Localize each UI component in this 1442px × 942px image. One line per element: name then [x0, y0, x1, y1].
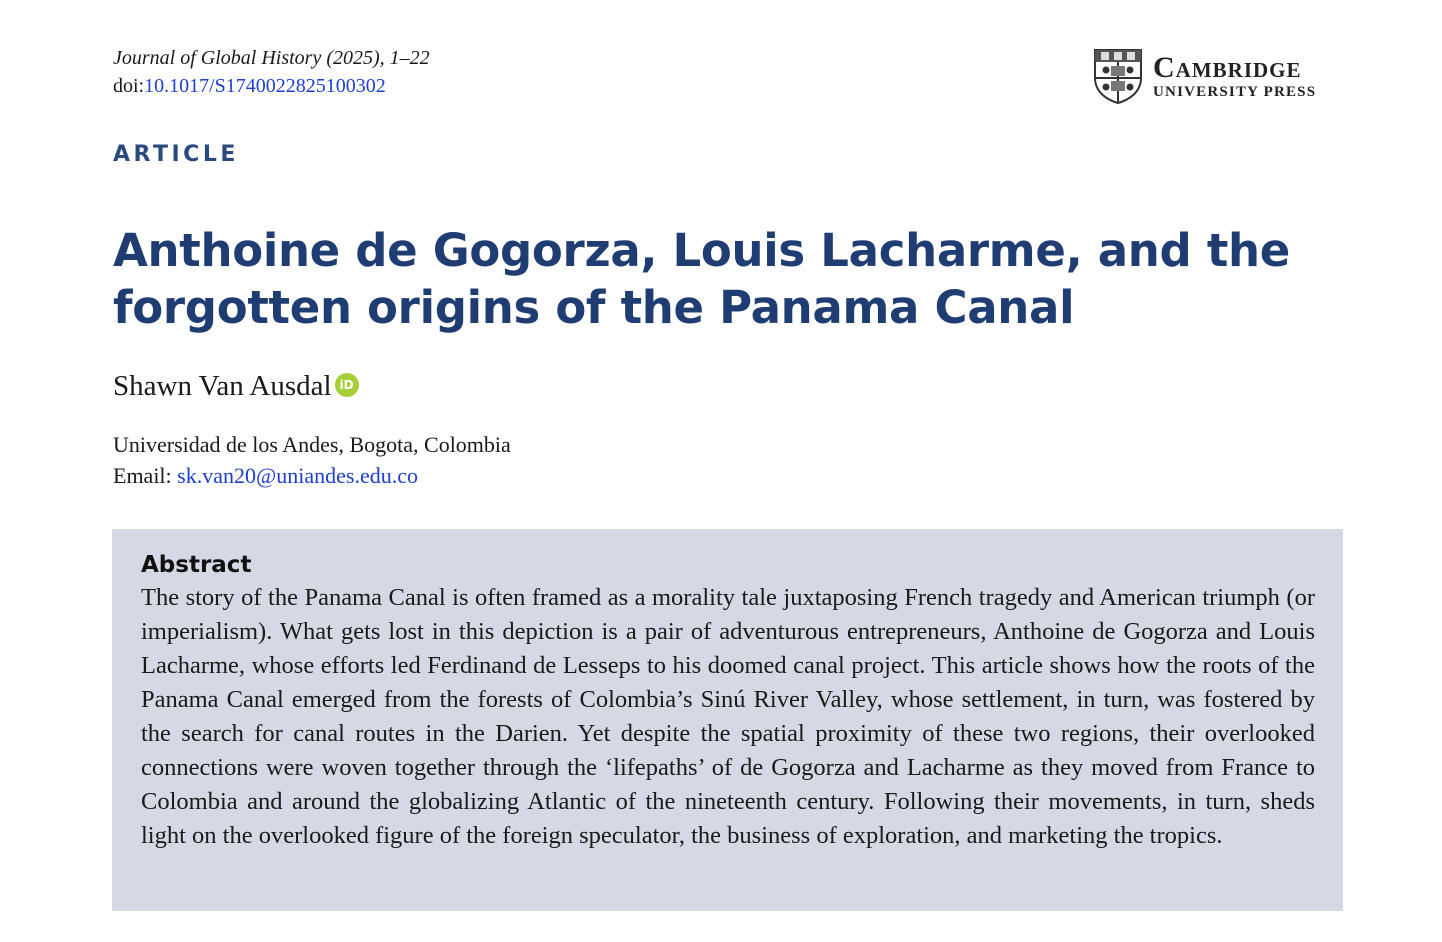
- affiliation: Universidad de los Andes, Bogota, Colombia: [113, 432, 511, 457]
- publisher-name-line1: Cambridge: [1153, 50, 1302, 84]
- email-line: [113, 460, 511, 491]
- email-link[interactable]: sk.van20@uniandes.edu.co: [177, 463, 418, 488]
- doi-link[interactable]: 10.1017/S1740022825100302: [144, 75, 386, 97]
- affiliation-block: [113, 429, 511, 491]
- article-title: Anthoine de Gogorza, Louis Lacharme, and the forgotten origins of the Panama Canal: [113, 224, 1290, 334]
- journal-citation: Journal of Global History (2025), 1–22: [113, 47, 430, 69]
- abstract-text: The story of the Panama Canal is often framed as a morality tale juxtaposing French tragedy and American triumph (or imperialism). What gets lost in this depiction is a pair of adventurous entrepreneurs, Anthoine de Gogorza and Louis Lacharme, whose efforts led Ferdinand de Lesseps to his doomed canal project. This article shows how the roots of the Panama Canal emerged from the forests of Colombia’s Sinú River Valley, whose settlement, in turn, was fostered by the search for canal routes in the Darien. Yet despite the spatial proximity of these two regions, their overlooked connections were woven together through the ‘lifepaths’ of de Gogorza and Lacharme as they moved from France to Colombia and around the globalizing Atlantic of the nineteenth century. Following their movements, in turn, sheds light on the overlooked figure of the foreign speculator, the business of exploration, and marketing the tropics.: [141, 584, 1315, 849]
- author-name: Shawn Van Ausdal: [113, 370, 332, 402]
- cambridge-shield-icon: [1093, 48, 1143, 104]
- article-type-label: ARTICLE: [113, 142, 239, 167]
- publisher-name: [1153, 50, 1317, 100]
- publisher-name-line2: UNIVERSITY PRESS: [1153, 83, 1317, 100]
- publisher-logo: [1093, 48, 1316, 104]
- doi-prefix: doi:: [113, 75, 145, 97]
- abstract-heading: Abstract: [141, 552, 252, 578]
- abstract-box: [112, 529, 1343, 911]
- author-line: [113, 370, 359, 403]
- orcid-icon[interactable]: iD: [335, 373, 359, 397]
- email-label: Email:: [113, 463, 172, 488]
- journal-meta: [113, 44, 430, 100]
- doi-line: [113, 72, 430, 100]
